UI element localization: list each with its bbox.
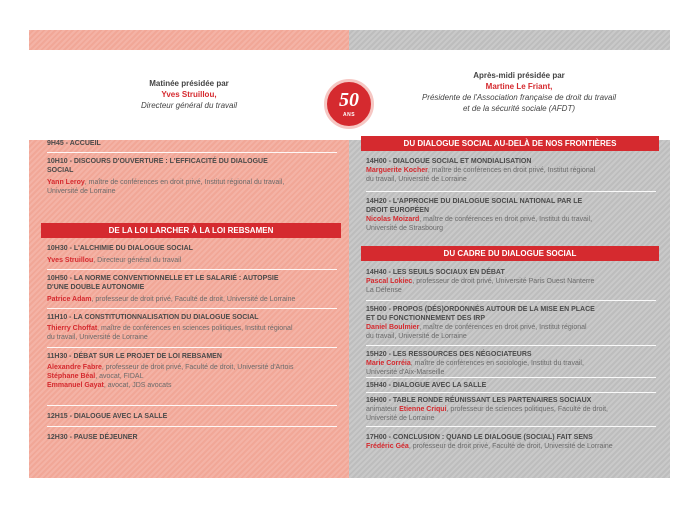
divider — [47, 347, 337, 348]
accueil-title: 9H45 - ACCUEIL — [47, 140, 101, 147]
opening-entry — [47, 157, 337, 196]
session-title: 15H40 - DIALOGUE AVEC LA SALLE — [366, 382, 487, 389]
opening-desc-2: Université de Lorraine — [47, 188, 116, 195]
morning-chair — [89, 78, 289, 111]
badge-text: ANS — [342, 112, 356, 118]
speaker-name: Daniel Boulmier — [366, 324, 420, 331]
speaker-desc: , professeur de droit privé, Université Paris Ouest Nanterre — [412, 278, 595, 285]
speaker-name: Marie Corréia — [366, 360, 411, 367]
speaker-name: Stéphane Béal — [47, 373, 96, 380]
opening-speaker: Yann Leroy — [47, 179, 85, 186]
morning-title: Matinée présidée par — [149, 79, 229, 88]
speaker-desc: , professeur de droit privé, Faculté de droit, Université de Lorraine — [408, 443, 613, 450]
afternoon-name: Martine Le Friant, — [485, 82, 553, 91]
speaker-desc: du travail, Université de Lorraine — [366, 333, 467, 340]
divider — [366, 426, 656, 427]
divider — [47, 269, 337, 270]
speaker-desc: La Défense — [366, 287, 402, 294]
session-title: 10H50 - LA NORME CONVENTIONNELLE ET LE SALARIÉ : AUTOPSIE — [47, 275, 279, 282]
session-title: 15H00 - PROPOS (DÉS)ORDONNÉS AUTOUR DE LA MISE EN PLACE — [366, 306, 595, 313]
session-title: 17H00 - CONCLUSION : QUAND LE DIALOGUE (SOCIAL) FAIT SENS — [366, 434, 593, 441]
session-title: 12H15 - DIALOGUE AVEC LA SALLE — [47, 413, 168, 420]
session-title: 10H30 - L'ALCHIMIE DU DIALOGUE SOCIAL — [47, 245, 193, 252]
morning-role: Directeur général du travail — [140, 101, 238, 110]
speaker-desc: , avocat, JDS avocats — [103, 382, 172, 389]
afternoon-role-1: Présidente de l'Association française de droit du travail — [421, 93, 617, 102]
session-title: 11H30 - DÉBAT SUR LE PROJET DE LOI REBSAMEN — [47, 353, 222, 360]
session-title: 12H30 - PAUSE DÉJEUNER — [47, 434, 138, 441]
speaker-name: Patrice Adam — [47, 296, 92, 303]
session-entry — [47, 274, 337, 304]
speaker-desc: , maître de conférences en droit privé, Institut du travail, — [419, 216, 593, 223]
header-band — [29, 50, 670, 140]
speaker-desc: , professeur de sciences politiques, Faculté de droit, — [446, 406, 609, 413]
session-title: 14H40 - LES SEUILS SOCIAUX EN DÉBAT — [366, 269, 505, 276]
section-banner-right-1: DU DIALOGUE SOCIAL AU-DELÀ DE NOS FRONTIÈRES — [361, 136, 659, 151]
speaker-desc: , maître de conférences en droit privé, Institut régional — [419, 324, 587, 331]
session-title: 14H00 - DIALOGUE SOCIAL ET MONDIALISATION — [366, 158, 532, 165]
speaker-name: Marguerite Kocher — [366, 167, 428, 174]
session-entry — [47, 412, 337, 421]
speaker-name: Etienne Criqui — [399, 406, 447, 413]
divider — [47, 308, 337, 309]
anniversary-badge-icon — [324, 79, 374, 129]
speaker-name: Nicolas Moizard — [366, 216, 420, 223]
speaker-name: Emmanuel Gayat — [47, 382, 104, 389]
divider — [47, 152, 337, 153]
section-banner-right-2: DU CADRE DU DIALOGUE SOCIAL — [361, 246, 659, 261]
session-title: 14H20 - L'APPROCHE DU DIALOGUE SOCIAL NATIONAL PAR LE — [366, 198, 583, 205]
speaker-desc: , professeur de droit privé, Faculté de droit, Université de Lorraine — [91, 296, 296, 303]
morning-name: Yves Struillou, — [161, 90, 217, 99]
speaker-desc: , maître de conférences en droit privé, Institut régional — [427, 167, 596, 174]
session-entry — [366, 350, 658, 377]
program-sheet — [29, 30, 670, 478]
speaker-name: Pascal Lokiec — [366, 278, 413, 285]
divider — [366, 392, 656, 393]
speaker-desc: , Directeur général du travail — [93, 257, 182, 264]
session-entry — [47, 313, 337, 342]
speaker-desc: du travail, Université de Lorraine — [366, 176, 467, 183]
divider — [366, 345, 656, 346]
afternoon-title: Après-midi présidée par — [473, 71, 565, 80]
speaker-desc: , professeur de droit privé, Faculté de droit, Université d'Artois — [101, 364, 294, 371]
accueil-entry — [47, 139, 337, 148]
divider — [47, 426, 337, 427]
speaker-name: Alexandre Fabre — [47, 364, 102, 371]
opening-title-1: 10H10 - DISCOURS D'OUVERTURE : L'EFFICACITÉ DU DIALOGUE — [47, 158, 268, 165]
session-entry — [47, 433, 337, 442]
session-title: DROIT EUROPÉEN — [366, 207, 430, 214]
speaker-desc: Université de Strasbourg — [366, 225, 444, 232]
speaker-name: Thierry Choffat — [47, 325, 98, 332]
speaker-desc: Université d'Aix-Marseille — [366, 369, 445, 376]
section-banner-left: DE LA LOI LARCHER À LA LOI REBSAMEN — [41, 223, 341, 238]
session-title: ET DU FONCTIONNEMENT DES IRP — [366, 315, 486, 322]
session-entry — [366, 268, 658, 295]
speaker-name: Frédéric Géa — [366, 443, 409, 450]
session-entry — [47, 244, 337, 265]
session-entry — [366, 396, 658, 423]
divider — [47, 405, 337, 406]
session-entry — [366, 305, 658, 341]
divider — [366, 377, 656, 378]
session-title: D'UNE DOUBLE AUTONOMIE — [47, 284, 145, 291]
speaker-desc: , avocat, FIDAL — [95, 373, 144, 380]
afternoon-role-2: et de la sécurité sociale (AFDT) — [462, 104, 576, 113]
afternoon-chair — [389, 70, 649, 114]
speaker-desc: Université de Lorraine — [366, 415, 435, 422]
moderator-prefix: animateur — [366, 406, 400, 413]
speaker-desc: , maître de conférences en sciences politiques, Institut régional — [97, 325, 293, 332]
badge-number: 50 — [339, 89, 359, 111]
session-entry — [366, 433, 658, 451]
speaker-desc: du travail, Université de Lorraine — [47, 334, 148, 341]
session-title: 11H10 - LA CONSTITUTIONNALISATION DU DIALOGUE SOCIAL — [47, 314, 259, 321]
session-entry — [366, 157, 658, 184]
session-entry — [366, 197, 658, 233]
opening-title-2: SOCIAL — [47, 167, 74, 174]
divider — [366, 191, 656, 192]
speaker-name: Yves Struillou — [47, 257, 94, 264]
speaker-desc: , maître de conférences en sociologie, Institut du travail, — [410, 360, 584, 367]
opening-desc-1: , maître de conférences en droit privé, Institut régional du travail, — [84, 179, 285, 186]
session-entry — [366, 381, 658, 390]
divider — [366, 300, 656, 301]
session-title: 16H00 - TABLE RONDE RÉUNISSANT LES PARTENAIRES SOCIAUX — [366, 397, 592, 404]
session-entry — [47, 352, 337, 390]
session-title: 15H20 - LES RESSOURCES DES NÉGOCIATEURS — [366, 351, 532, 358]
